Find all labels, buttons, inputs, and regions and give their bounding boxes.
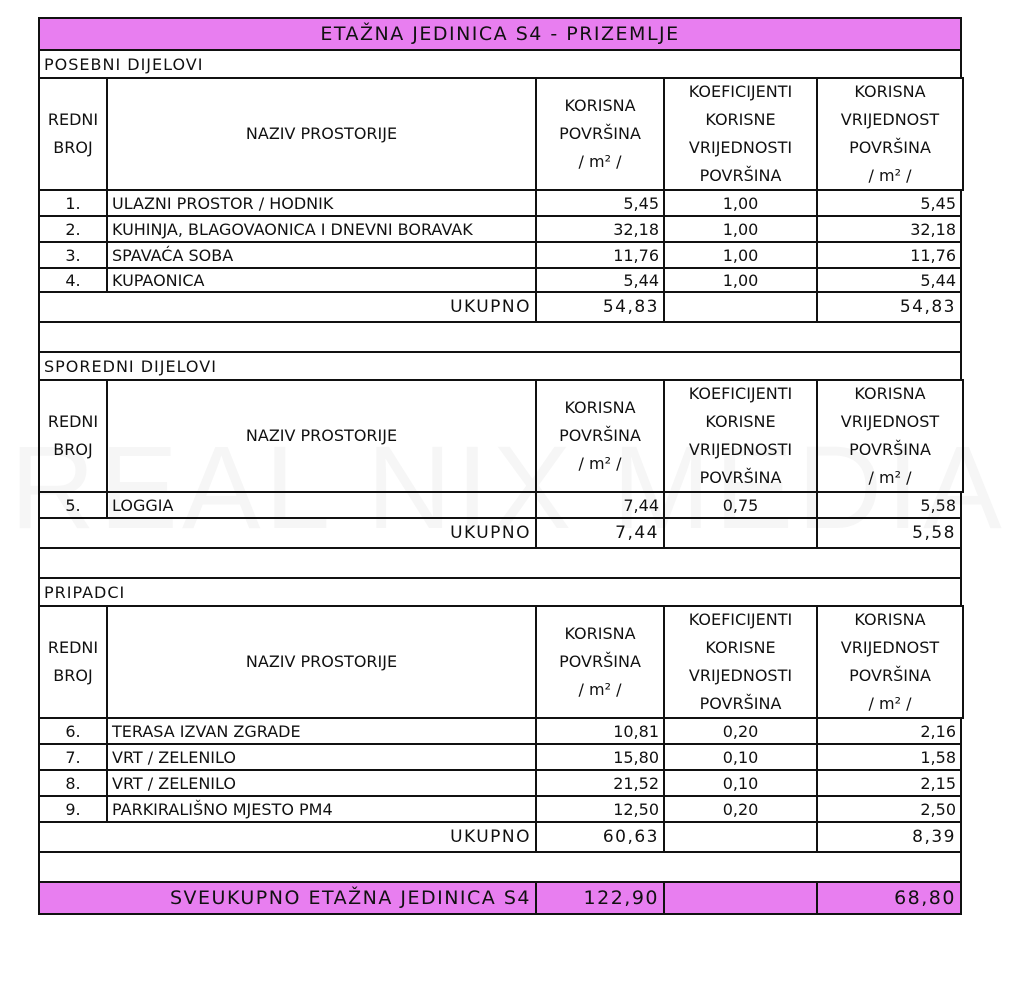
spacer-row: [38, 547, 962, 579]
row-number-text: 7.: [65, 747, 81, 767]
row-value-text: 2,15: [920, 773, 956, 793]
row-coefficient: [663, 491, 818, 519]
row-number: [38, 189, 108, 217]
row-coefficient-text: 0,75: [722, 495, 759, 515]
grand-total-value-text: 68,80: [894, 887, 956, 909]
row-value-text: 11,76: [910, 245, 956, 265]
row-area: [535, 491, 665, 519]
subtotal-label: [38, 821, 537, 853]
row-number-text: 2.: [65, 219, 81, 239]
header-korisna-povrsina: [535, 605, 665, 719]
header-naziv-prostorije: [106, 605, 537, 719]
row-room-name-text: KUHINJA, BLAGOVAONICA I DNEVNI BORAVAK: [112, 219, 473, 239]
row-room-name: [106, 491, 537, 519]
row-number: [38, 717, 108, 745]
row-area: [535, 189, 665, 217]
header-koeficijenti-text: KOEFICIJENTI KORISNE VRIJEDNOSTI POVRŠINA: [688, 82, 793, 185]
subtotal-coefficient: [663, 517, 818, 549]
row-value: [816, 769, 962, 797]
row-value: [816, 795, 962, 823]
row-coefficient-text: 1,00: [722, 219, 759, 239]
header-korisna-povrsina-text: KORISNA POVRŠINA / m² /: [559, 624, 641, 699]
row-area-text: 15,80: [613, 747, 659, 767]
row-area-text: 32,18: [613, 219, 659, 239]
section-label-text: PRIPADCI: [44, 582, 126, 602]
header-redni-broj-text: REDNI BROJ: [47, 638, 99, 685]
row-area: [535, 769, 665, 797]
row-value-text: 1,58: [920, 747, 956, 767]
subtotal-label-text: UKUPNO: [450, 297, 531, 317]
header-korisna-povrsina-text: KORISNA POVRŠINA / m² /: [559, 398, 641, 473]
row-value-text: 2,50: [920, 799, 956, 819]
row-room-name-text: TERASA IZVAN ZGRADE: [112, 721, 301, 741]
row-coefficient: [663, 267, 818, 293]
header-redni-broj-text: REDNI BROJ: [47, 412, 99, 459]
row-room-name: [106, 717, 537, 745]
row-number: [38, 769, 108, 797]
row-number: [38, 491, 108, 519]
grand-total-area-text: 122,90: [583, 887, 659, 909]
row-coefficient: [663, 795, 818, 823]
subtotal-area: [535, 821, 665, 853]
row-coefficient: [663, 189, 818, 217]
header-naziv-prostorije: [106, 77, 537, 191]
row-number-text: 8.: [65, 773, 81, 793]
header-korisna-vrijednost-text: KORISNA VRIJEDNOST POVRŠINA / m² /: [840, 384, 940, 487]
subtotal-value-text: 5,58: [912, 523, 956, 543]
header-koeficijenti-text: KOEFICIJENTI KORISNE VRIJEDNOSTI POVRŠINA: [688, 384, 793, 487]
row-area-text: 10,81: [613, 721, 659, 741]
grand-total-coefficient: [663, 881, 818, 915]
row-number-text: 5.: [65, 495, 81, 515]
row-area: [535, 215, 665, 243]
row-coefficient: [663, 717, 818, 745]
row-room-name-text: ULAZNI PROSTOR / HODNIK: [112, 193, 334, 213]
subtotal-coefficient: [663, 821, 818, 853]
header-redni-broj-text: REDNI BROJ: [47, 110, 99, 157]
row-room-name: [106, 189, 537, 217]
grand-total-value: [816, 881, 962, 915]
section-label: [38, 577, 962, 607]
header-korisna-povrsina-text: KORISNA POVRŠINA / m² /: [559, 96, 641, 171]
row-area: [535, 267, 665, 293]
row-area-text: 5,44: [623, 270, 659, 290]
header-naziv-prostorije-text: NAZIV PROSTORIJE: [245, 124, 398, 143]
subtotal-area-text: 7,44: [615, 523, 659, 543]
row-number: [38, 743, 108, 771]
row-room-name-text: VRT / ZELENILO: [112, 773, 236, 793]
subtotal-area-text: 54,83: [602, 297, 659, 317]
row-coefficient-text: 1,00: [722, 193, 759, 213]
header-naziv-prostorije: [106, 379, 537, 493]
row-area-text: 11,76: [613, 245, 659, 265]
row-room-name-text: SPAVAĆA SOBA: [112, 245, 234, 265]
row-value: [816, 743, 962, 771]
row-coefficient: [663, 241, 818, 269]
spacer-row: [38, 321, 962, 353]
header-korisna-vrijednost: [816, 77, 964, 191]
row-value-text: 5,44: [920, 270, 956, 290]
header-naziv-prostorije-text: NAZIV PROSTORIJE: [245, 426, 398, 445]
row-area: [535, 795, 665, 823]
section-label-text: POSEBNI DIJELOVI: [44, 54, 204, 74]
row-number-text: 9.: [65, 799, 81, 819]
row-number-text: 3.: [65, 245, 81, 265]
row-value: [816, 267, 962, 293]
header-korisna-vrijednost: [816, 605, 964, 719]
row-coefficient-text: 1,00: [722, 245, 759, 265]
header-korisna-povrsina: [535, 379, 665, 493]
row-room-name: [106, 769, 537, 797]
section-label-text: SPOREDNI DIJELOVI: [44, 356, 217, 376]
row-room-name-text: KUPAONICA: [112, 270, 205, 290]
unit-title-text: ETAŽNA JEDINICA S4 - PRIZEMLJE: [320, 23, 680, 45]
subtotal-coefficient: [663, 291, 818, 323]
row-coefficient: [663, 769, 818, 797]
header-korisna-vrijednost-text: KORISNA VRIJEDNOST POVRŠINA / m² /: [840, 610, 940, 713]
row-value: [816, 717, 962, 745]
row-value: [816, 241, 962, 269]
header-redni-broj: [38, 605, 108, 719]
subtotal-area: [535, 517, 665, 549]
grand-total-area: [535, 881, 665, 915]
header-redni-broj: [38, 77, 108, 191]
row-area: [535, 743, 665, 771]
subtotal-value-text: 54,83: [899, 297, 956, 317]
header-korisna-vrijednost: [816, 379, 964, 493]
row-room-name: [106, 241, 537, 269]
row-value-text: 5,45: [920, 193, 956, 213]
subtotal-label: [38, 291, 537, 323]
row-value: [816, 189, 962, 217]
row-room-name: [106, 267, 537, 293]
grand-total-label: [38, 881, 537, 915]
header-koeficijenti: [663, 379, 818, 493]
header-redni-broj: [38, 379, 108, 493]
row-coefficient-text: 0,10: [722, 773, 759, 793]
row-room-name: [106, 795, 537, 823]
row-number: [38, 215, 108, 243]
section-label: [38, 351, 962, 381]
row-number-text: 4.: [65, 270, 81, 290]
row-room-name-text: VRT / ZELENILO: [112, 747, 236, 767]
row-coefficient: [663, 743, 818, 771]
subtotal-label-text: UKUPNO: [450, 827, 531, 847]
subtotal-area: [535, 291, 665, 323]
row-coefficient-text: 0,10: [722, 747, 759, 767]
row-room-name: [106, 743, 537, 771]
row-coefficient-text: 0,20: [722, 721, 759, 741]
row-area: [535, 241, 665, 269]
row-value-text: 32,18: [910, 219, 956, 239]
row-room-name: [106, 215, 537, 243]
row-coefficient-text: 0,20: [722, 799, 759, 819]
row-area-text: 5,45: [623, 193, 659, 213]
subtotal-area-text: 60,63: [602, 827, 659, 847]
spacer-row: [38, 851, 962, 883]
unit-title: [38, 17, 962, 51]
section-label: [38, 49, 962, 79]
header-koeficijenti-text: KOEFICIJENTI KORISNE VRIJEDNOSTI POVRŠINA: [688, 610, 793, 713]
header-naziv-prostorije-text: NAZIV PROSTORIJE: [245, 652, 398, 671]
row-value: [816, 491, 962, 519]
header-korisna-povrsina: [535, 77, 665, 191]
row-number: [38, 241, 108, 269]
subtotal-label-text: UKUPNO: [450, 523, 531, 543]
row-value: [816, 215, 962, 243]
row-number: [38, 267, 108, 293]
subtotal-value: [816, 291, 962, 323]
subtotal-value: [816, 517, 962, 549]
row-room-name-text: PARKIRALIŠNO MJESTO PM4: [112, 799, 333, 819]
subtotal-label: [38, 517, 537, 549]
row-value-text: 5,58: [920, 495, 956, 515]
row-value-text: 2,16: [920, 721, 956, 741]
row-number: [38, 795, 108, 823]
row-number-text: 6.: [65, 721, 81, 741]
row-area-text: 21,52: [613, 773, 659, 793]
grand-total-label-text: SVEUKUPNO ETAŽNA JEDINICA S4: [169, 887, 531, 909]
header-korisna-vrijednost-text: KORISNA VRIJEDNOST POVRŠINA / m² /: [840, 82, 940, 185]
row-room-name-text: LOGGIA: [112, 495, 174, 515]
subtotal-value: [816, 821, 962, 853]
row-coefficient: [663, 215, 818, 243]
header-koeficijenti: [663, 77, 818, 191]
row-area-text: 7,44: [623, 495, 659, 515]
row-coefficient-text: 1,00: [722, 270, 759, 290]
header-koeficijenti: [663, 605, 818, 719]
row-number-text: 1.: [65, 193, 81, 213]
subtotal-value-text: 8,39: [912, 827, 956, 847]
row-area: [535, 717, 665, 745]
row-area-text: 12,50: [613, 799, 659, 819]
